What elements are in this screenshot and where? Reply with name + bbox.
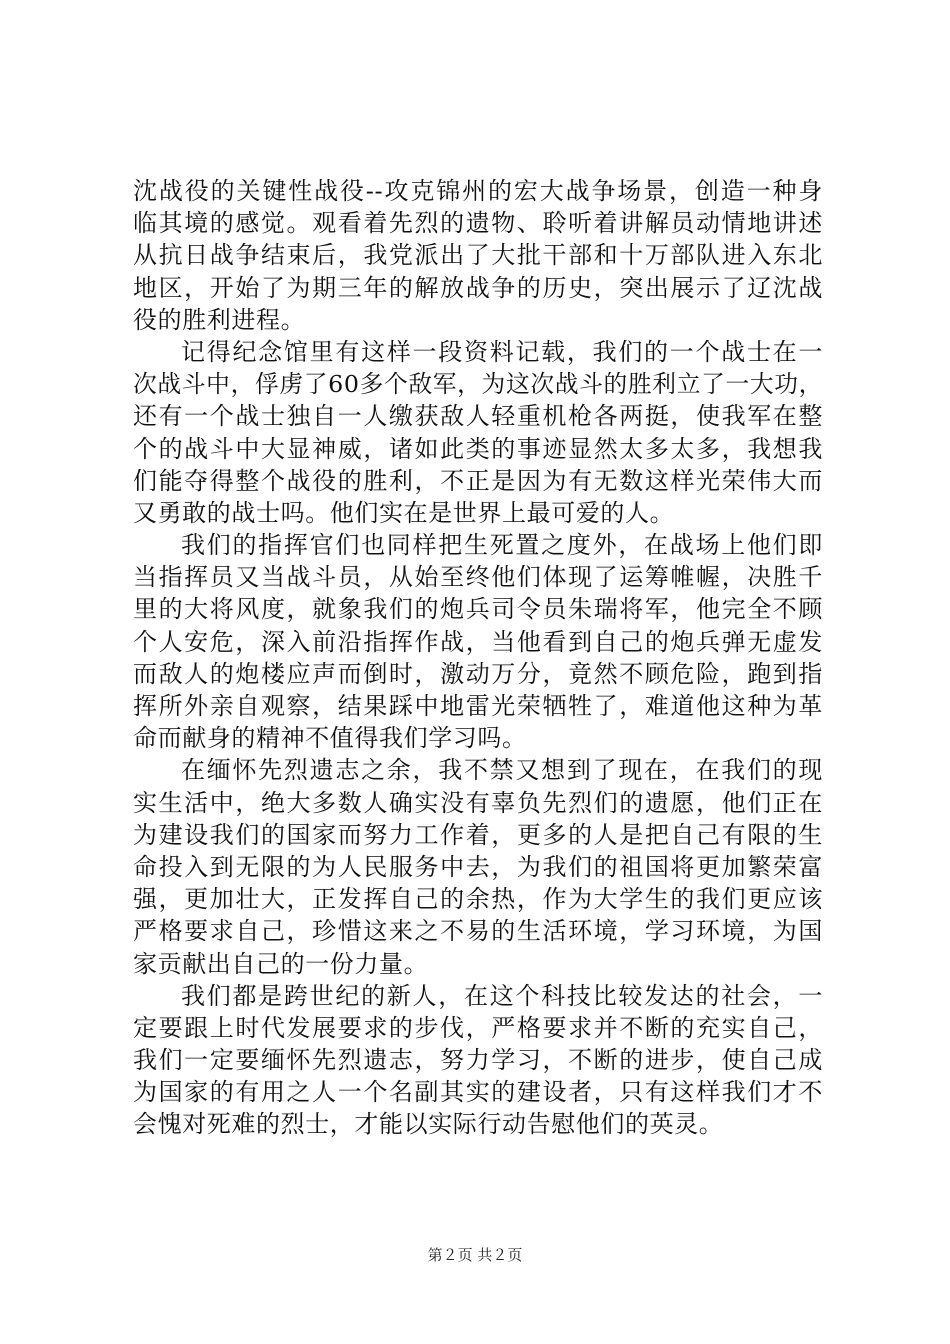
- text-line: 还有一个战士独自一人缴获敌人轻重机枪各两挺，使我军在整: [133, 402, 823, 431]
- text-line: 为建设我们的国家而努力工作着，更多的人是把自己有限的生: [133, 820, 823, 849]
- text-line: 次战斗中，俘虏了60多个敌军，为这次战斗的胜利立了一大功，: [133, 370, 823, 399]
- paragraph-first-line: 我们的指挥官们也同样把生死置之度外，在战场上他们即: [181, 531, 823, 560]
- text-line: 强，更加壮大，正发挥自己的余热，作为大学生的我们更应该: [133, 885, 823, 914]
- text-line: 实生活中，绝大多数人确实没有辜负先烈们的遗愿，他们正在: [133, 788, 823, 817]
- text-line: 役的胜利进程。: [133, 305, 306, 334]
- text-line: 当指挥员又当战斗员，从始至终他们体现了运筹帷幄，决胜千: [133, 563, 823, 592]
- text-line: 而敌人的炮楼应声而倒时，激动万分，竟然不顾危险，跑到指: [133, 659, 823, 688]
- paragraph-first-line: 记得纪念馆里有这样一段资料记载，我们的一个战士在一: [181, 337, 823, 366]
- text-line: 定要跟上时代发展要求的步伐，严格要求并不断的充实自己，: [133, 1013, 823, 1042]
- text-line: 会愧对死难的烈士，才能以实际行动告慰他们的英灵。: [133, 1110, 724, 1139]
- text-line: 命投入到无限的为人民服务中去，为我们的祖国将更加繁荣富: [133, 852, 823, 881]
- text-line: 严格要求自己，珍惜这来之不易的生活环境，学习环境，为国: [133, 917, 823, 946]
- text-line: 个人安危，深入前沿指挥作战，当他看到自己的炮兵弹无虚发: [133, 627, 823, 656]
- text-line: 从抗日战争结束后，我党派出了大批干部和十万部队进入东北: [133, 241, 823, 270]
- text-line: 临其境的感觉。观看着先烈的遗物、聆听着讲解员动情地讲述: [133, 209, 823, 238]
- text-line: 家贡献出自己的一份力量。: [133, 949, 429, 978]
- paragraph-first-line: 在缅怀先烈遗志之余，我不禁又想到了现在，在我们的现: [181, 756, 823, 785]
- text-line: 们能夺得整个战役的胜利，不正是因为有无数这样光荣伟大而: [133, 466, 823, 495]
- text-line: 地区，开始了为期三年的解放战争的历史，突出展示了辽沈战: [133, 273, 823, 302]
- paragraph-first-line: 我们都是跨世纪的新人，在这个科技比较发达的社会，一: [181, 981, 823, 1010]
- text-line: 沈战役的关键性战役--攻克锦州的宏大战争场景，创造一种身: [133, 177, 823, 205]
- text-line: 为国家的有用之人一个名副其实的建设者，只有这样我们才不: [133, 1078, 823, 1107]
- text-line: 我们一定要缅怀先烈遗志，努力学习，不断的进步，使自己成: [133, 1046, 823, 1075]
- page-number-footer: 第２页 共２页: [427, 1246, 523, 1264]
- text-line: 个的战斗中大显神威，诸如此类的事迹显然太多太多，我想我: [133, 434, 823, 463]
- text-line: 挥所外亲自观察，结果踩中地雷光荣牺牲了，难道他这种为革: [133, 692, 823, 720]
- text-line: 里的大将风度，就象我们的炮兵司令员朱瑞将军，他完全不顾: [133, 595, 823, 624]
- text-line: 又勇敢的战士吗。他们实在是世界上最可爱的人。: [133, 498, 675, 527]
- document-body: [133, 175, 823, 1141]
- text-line: 命而献身的精神不值得我们学习吗。: [133, 724, 527, 753]
